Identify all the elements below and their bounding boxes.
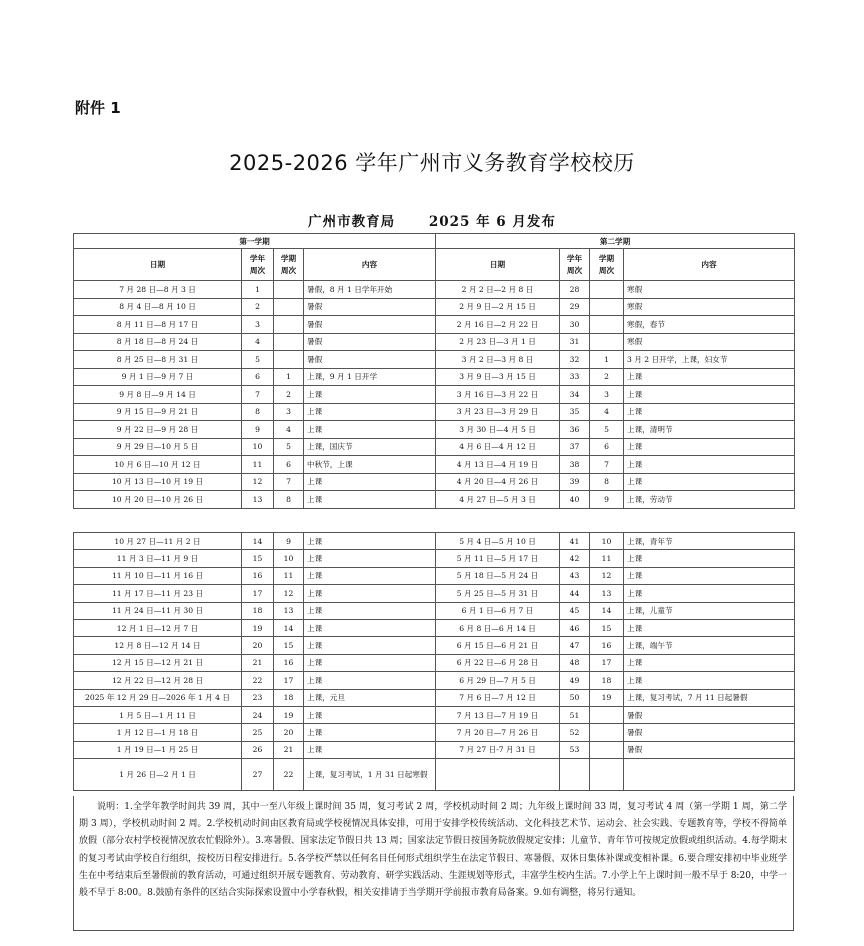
year-week-s2-cell: 46 [560,619,590,636]
content-s1-cell: 上课 [304,741,436,758]
term-week-s1-cell [274,281,304,299]
year-week-s2-cell: 52 [560,724,590,741]
term-week-s2-cell: 11 [590,550,624,567]
content-s2-cell: 上课，青年节 [624,533,795,550]
year-week-s2-cell: 50 [560,689,590,706]
term-week-s2-cell [590,706,624,723]
term-week-s2-cell [590,333,624,351]
term-week-s1-cell: 2 [274,386,304,404]
year-week-s2-cell: 51 [560,706,590,723]
term-week-s2-cell: 7 [590,456,624,474]
year-week-s2-cell: 34 [560,386,590,404]
term-week-s1-cell: 14 [274,619,304,636]
year-week-s1-cell: 25 [242,724,274,741]
publish-line [0,210,864,230]
table-row [74,473,795,491]
date-s2-cell: 2 月 23 日—3 月 1 日 [436,333,560,351]
term-week-header: 学期 周次 [590,249,624,281]
term-week-s1-cell: 13 [274,602,304,619]
date-s2-cell [436,759,560,791]
date-s1-cell: 11 月 10 日—11 月 16 日 [74,567,242,584]
term-week-s1-cell: 22 [274,759,304,791]
year-week-s1-cell: 12 [242,473,274,491]
table-row [74,637,795,654]
content-s2-cell: 上课 [624,550,795,567]
date-s1-cell: 8 月 11 日—8 月 17 日 [74,316,242,334]
year-week-s2-cell: 31 [560,333,590,351]
year-week-s2-cell: 48 [560,654,590,671]
date-s2-cell: 5 月 18 日—5 月 24 日 [436,567,560,584]
year-week-s2-cell: 39 [560,473,590,491]
content-s2-cell: 上课，劳动节 [624,491,795,509]
year-week-s1-cell: 4 [242,333,274,351]
table-row [74,333,795,351]
term-week-s1-cell: 9 [274,533,304,550]
date-s2-cell: 6 月 15 日—6 月 21 日 [436,637,560,654]
term-week-s1-cell: 16 [274,654,304,671]
date-s1-cell: 12 月 1 日—12 月 7 日 [74,619,242,636]
content-s2-cell [624,759,795,791]
date-s1-cell: 12 月 15 日—12 月 21 日 [74,654,242,671]
date-s2-cell: 3 月 9 日—3 月 15 日 [436,368,560,386]
year-week-s2-cell: 40 [560,491,590,509]
table-row [74,585,795,602]
year-week-s2-cell: 30 [560,316,590,334]
content-s2-cell: 3 月 2 日开学，上课，妇女节 [624,351,795,369]
date-s2-cell: 3 月 23 日—3 月 29 日 [436,403,560,421]
content-s1-cell: 暑假 [304,351,436,369]
content-s2-cell: 暑假 [624,706,795,723]
year-week-s2-cell: 35 [560,403,590,421]
date-s1-cell: 9 月 22 日—9 月 28 日 [74,421,242,439]
content-s1-cell: 上课，元旦 [304,689,436,706]
table-row [74,368,795,386]
date-s2-cell: 4 月 13 日—4 月 19 日 [436,456,560,474]
date-s2-cell: 2 月 2 日—2 月 8 日 [436,281,560,299]
term-week-s1-cell: 17 [274,672,304,689]
content-s2-cell: 寒假，春节 [624,316,795,334]
date-s2-cell: 3 月 2 日—3 月 8 日 [436,351,560,369]
date-s1-cell: 11 月 24 日—11 月 30 日 [74,602,242,619]
content-header: 内容 [624,249,795,281]
date-s1-cell: 10 月 13 日—10 月 19 日 [74,473,242,491]
content-s1-cell: 上课 [304,706,436,723]
table-row [74,456,795,474]
term-week-s1-cell: 5 [274,438,304,456]
term-week-s1-cell [274,351,304,369]
date-s2-cell: 4 月 27 日—5 月 3 日 [436,491,560,509]
content-s2-cell: 寒假 [624,281,795,299]
content-s2-cell: 上课 [624,386,795,404]
term-week-s2-cell: 1 [590,351,624,369]
date-s2-cell: 7 月 6 日—7 月 12 日 [436,689,560,706]
table-row [74,741,795,758]
year-week-s1-cell: 17 [242,585,274,602]
content-s1-cell: 上课 [304,654,436,671]
year-week-header: 学年 周次 [560,249,590,281]
year-week-s1-cell: 1 [242,281,274,299]
term-week-s1-cell: 18 [274,689,304,706]
term-week-s2-cell [590,724,624,741]
term-week-s1-cell: 12 [274,585,304,602]
content-s2-cell: 上课 [624,473,795,491]
calendar-table-top [73,233,795,509]
year-week-s2-cell: 36 [560,421,590,439]
date-s1-cell: 8 月 25 日—8 月 31 日 [74,351,242,369]
date-s1-cell: 9 月 8 日—9 月 14 日 [74,386,242,404]
term-week-s2-cell: 9 [590,491,624,509]
date-s1-cell: 10 月 20 日—10 月 26 日 [74,491,242,509]
content-s1-cell: 上课 [304,672,436,689]
content-s1-cell: 上课 [304,619,436,636]
year-week-s1-cell: 19 [242,619,274,636]
table-row [74,438,795,456]
publish-date: 2025 年 6 月发布 [428,214,556,230]
term-week-s2-cell: 13 [590,585,624,602]
table-row [74,724,795,741]
term-week-s2-cell: 17 [590,654,624,671]
content-s1-cell: 上课 [304,567,436,584]
term-week-header: 学期 周次 [274,249,304,281]
content-s1-cell: 中秋节，上课 [304,456,436,474]
content-s1-cell: 上课 [304,724,436,741]
year-week-s2-cell [560,759,590,791]
table-row [74,689,795,706]
content-s1-cell: 上课 [304,473,436,491]
table-row [74,491,795,509]
term-week-s2-cell: 2 [590,368,624,386]
table-row [74,316,795,334]
year-week-s2-cell: 38 [560,456,590,474]
date-s1-cell: 1 月 19 日—1 月 25 日 [74,741,242,758]
term-week-s2-cell [590,759,624,791]
content-s2-cell: 上课 [624,585,795,602]
content-s1-cell: 上课 [304,602,436,619]
content-s2-cell: 上课 [624,619,795,636]
content-s1-cell: 上课 [304,585,436,602]
term-week-s2-cell: 5 [590,421,624,439]
date-s2-cell: 4 月 20 日—4 月 26 日 [436,473,560,491]
year-week-s2-cell: 43 [560,567,590,584]
date-header: 日期 [74,249,242,281]
date-s2-cell: 6 月 29 日—7 月 5 日 [436,672,560,689]
year-week-s1-cell: 2 [242,298,274,316]
term-week-s2-cell: 15 [590,619,624,636]
content-s1-cell: 上课 [304,421,436,439]
date-s2-cell: 5 月 11 日—5 月 17 日 [436,550,560,567]
year-week-s1-cell: 11 [242,456,274,474]
attachment-label: 附件 1 [75,99,121,117]
date-s2-cell: 3 月 16 日—3 月 22 日 [436,386,560,404]
content-s1-cell: 上课，复习考试，1 月 31 日起寒假 [304,759,436,791]
term-week-s2-cell [590,281,624,299]
term-week-s2-cell: 8 [590,473,624,491]
date-s1-cell: 10 月 6 日—10 月 12 日 [74,456,242,474]
term-week-s1-cell: 1 [274,368,304,386]
table-row [74,672,795,689]
term-week-s2-cell [590,298,624,316]
term-week-s2-cell: 10 [590,533,624,550]
table-row [74,602,795,619]
year-week-s2-cell: 45 [560,602,590,619]
term-week-s1-cell: 15 [274,637,304,654]
date-s2-cell: 6 月 8 日—6 月 14 日 [436,619,560,636]
date-header: 日期 [436,249,560,281]
document-title: 2025-2026 学年广州市义务教育学校校历 [229,151,635,175]
term-week-s2-cell: 6 [590,438,624,456]
year-week-s1-cell: 13 [242,491,274,509]
term-week-s1-cell: 19 [274,706,304,723]
date-s2-cell: 5 月 4 日—5 月 10 日 [436,533,560,550]
year-week-s2-cell: 33 [560,368,590,386]
date-s2-cell: 2 月 16 日—2 月 22 日 [436,316,560,334]
content-s2-cell: 上课 [624,438,795,456]
year-week-s1-cell: 22 [242,672,274,689]
content-s2-cell: 寒假 [624,298,795,316]
year-week-s1-cell: 16 [242,567,274,584]
content-s2-cell: 上课，端午节 [624,637,795,654]
date-s1-cell: 8 月 18 日—8 月 24 日 [74,333,242,351]
table-row [74,567,795,584]
table-row [74,281,795,299]
date-s1-cell: 11 月 17 日—11 月 23 日 [74,585,242,602]
term-week-s2-cell: 19 [590,689,624,706]
table-row [74,386,795,404]
date-s1-cell: 10 月 27 日—11 月 2 日 [74,533,242,550]
year-week-s2-cell: 47 [560,637,590,654]
table-row [74,403,795,421]
term-week-s2-cell: 14 [590,602,624,619]
date-s1-cell: 7 月 28 日—8 月 3 日 [74,281,242,299]
content-s1-cell: 上课，9 月 1 日开学 [304,368,436,386]
content-s2-cell: 上课 [624,672,795,689]
content-header: 内容 [304,249,436,281]
date-s1-cell: 9 月 29 日—10 月 5 日 [74,438,242,456]
year-week-s1-cell: 20 [242,637,274,654]
content-s2-cell: 上课 [624,456,795,474]
table-row [74,706,795,723]
year-week-s1-cell: 23 [242,689,274,706]
year-week-header: 学年 周次 [242,249,274,281]
content-s2-cell: 暑假 [624,724,795,741]
content-s1-cell: 上课 [304,637,436,654]
year-week-s1-cell: 6 [242,368,274,386]
content-s2-cell: 上课 [624,368,795,386]
table-row [74,619,795,636]
date-s2-cell: 7 月 20 日—7 月 26 日 [436,724,560,741]
content-s2-cell: 上课，儿童节 [624,602,795,619]
semester2-header: 第二学期 [436,234,795,249]
table-row [74,550,795,567]
table-row [74,759,795,791]
term-week-s2-cell: 18 [590,672,624,689]
date-s1-cell: 1 月 26 日—2 月 1 日 [74,759,242,791]
term-week-s1-cell [274,316,304,334]
term-week-s1-cell: 7 [274,473,304,491]
year-week-s1-cell: 26 [242,741,274,758]
year-week-s1-cell: 24 [242,706,274,723]
date-s2-cell: 2 月 9 日—2 月 15 日 [436,298,560,316]
term-week-s1-cell: 21 [274,741,304,758]
year-week-s2-cell: 53 [560,741,590,758]
date-s1-cell: 2025 年 12 月 29 日—2026 年 1 月 4 日 [74,689,242,706]
content-s1-cell: 上课 [304,491,436,509]
table-row [74,533,795,550]
year-week-s2-cell: 44 [560,585,590,602]
date-s1-cell: 9 月 15 日—9 月 21 日 [74,403,242,421]
date-s1-cell: 8 月 4 日—8 月 10 日 [74,298,242,316]
content-s2-cell: 上课 [624,567,795,584]
content-s2-cell: 寒假 [624,333,795,351]
term-week-s1-cell: 8 [274,491,304,509]
year-week-s1-cell: 8 [242,403,274,421]
semester1-header: 第一学期 [74,234,436,249]
date-s1-cell: 1 月 5 日—1 月 11 日 [74,706,242,723]
year-week-s2-cell: 32 [560,351,590,369]
term-week-s1-cell: 20 [274,724,304,741]
year-week-s2-cell: 41 [560,533,590,550]
date-s2-cell: 5 月 25 日—5 月 31 日 [436,585,560,602]
year-week-s1-cell: 27 [242,759,274,791]
year-week-s1-cell: 3 [242,316,274,334]
year-week-s2-cell: 28 [560,281,590,299]
date-s2-cell: 3 月 30 日—4 月 5 日 [436,421,560,439]
date-s2-cell: 6 月 1 日—6 月 7 日 [436,602,560,619]
year-week-s1-cell: 10 [242,438,274,456]
date-s2-cell: 7 月 27 日-7 月 31 日 [436,741,560,758]
content-s2-cell: 上课 [624,654,795,671]
date-s2-cell: 4 月 6 日—4 月 12 日 [436,438,560,456]
content-s1-cell: 上课 [304,386,436,404]
term-week-s1-cell: 3 [274,403,304,421]
date-s1-cell: 9 月 1 日—9 月 7 日 [74,368,242,386]
term-week-s2-cell [590,316,624,334]
table-row [74,298,795,316]
term-week-s1-cell: 11 [274,567,304,584]
term-week-s2-cell: 12 [590,567,624,584]
content-s1-cell: 暑假，8 月 1 日学年开始 [304,281,436,299]
term-week-s1-cell: 10 [274,550,304,567]
publisher: 广州市教育局 [308,214,396,230]
term-week-s1-cell [274,333,304,351]
date-s2-cell: 6 月 22 日—6 月 28 日 [436,654,560,671]
table-row [74,351,795,369]
notes-text: 说明：1.全学年教学时间共 39 周，其中一至八年级上课时间 35 周，复习考试 2 周，学校机动时间 2 周；九年级上课时间 33 周，复习考试 4 周（第一学期 1 周，第二学期 3 周），学校机动时间 2 周。2.学校机动时间由区教育局或学校视情况具体安排，可用于安排学校传统活动、文化科技艺术节、运动会、社会实践、专题教育等，学校不得简单放假（部分农村学校视情况放农忙假除外）。3.寒暑假、国家法定节假日共 13 周；国家法定节假日按国务院放假规定安排；儿童节、青年节可按规定放假或组织活动。4.每学期末的复习考试由学校自行组织，按校历日程安排进行。5.各学校严禁以任何名目任何形式组织学生在法定节假日、寒暑假、双休日集体补课或变相补课。6.要合理安排初中毕业班学生在中考结束后至暑假前的教育活动，可通过组织开展专题教育、劳动教育、研学实践活动、生涯规划等形式，丰富学生校内生活。7.小学上午上课时间一般不早于 8:20，中学一般不早于 8:00。8.鼓励有条件的区结合实际探索设置中小学春秋假，相关安排请于当学期开学前报市教育局备案。9.如有调整，将另行通知。 [79,802,787,899]
date-s1-cell: 12 月 8 日—12 月 14 日 [74,637,242,654]
term-week-s1-cell: 4 [274,421,304,439]
date-s1-cell: 11 月 3 日—11 月 9 日 [74,550,242,567]
year-week-s1-cell: 14 [242,533,274,550]
content-s2-cell: 上课 [624,403,795,421]
term-week-s2-cell: 4 [590,403,624,421]
content-s1-cell: 上课 [304,403,436,421]
year-week-s2-cell: 42 [560,550,590,567]
date-s1-cell: 1 月 12 日—1 月 18 日 [74,724,242,741]
content-s1-cell: 上课，国庆节 [304,438,436,456]
date-s2-cell: 7 月 13 日—7 月 19 日 [436,706,560,723]
term-week-s1-cell: 6 [274,456,304,474]
year-week-s2-cell: 37 [560,438,590,456]
year-week-s1-cell: 9 [242,421,274,439]
year-week-s1-cell: 18 [242,602,274,619]
content-s1-cell: 暑假 [304,316,436,334]
content-s1-cell: 上课 [304,533,436,550]
content-s1-cell: 暑假 [304,333,436,351]
term-week-s2-cell: 3 [590,386,624,404]
term-week-s2-cell [590,741,624,758]
table-row [74,654,795,671]
year-week-s1-cell: 5 [242,351,274,369]
year-week-s1-cell: 15 [242,550,274,567]
content-s2-cell: 上课，复习考试，7 月 11 日起暑假 [624,689,795,706]
term-week-s2-cell: 16 [590,637,624,654]
calendar-table-bottom [73,532,795,791]
content-s1-cell: 上课 [304,550,436,567]
year-week-s2-cell: 49 [560,672,590,689]
content-s2-cell: 上课，清明节 [624,421,795,439]
term-week-s1-cell [274,298,304,316]
table-row [74,421,795,439]
year-week-s1-cell: 7 [242,386,274,404]
year-week-s2-cell: 29 [560,298,590,316]
content-s2-cell: 暑假 [624,741,795,758]
year-week-s1-cell: 21 [242,654,274,671]
content-s1-cell: 暑假 [304,298,436,316]
date-s1-cell: 12 月 22 日—12 月 28 日 [74,672,242,689]
